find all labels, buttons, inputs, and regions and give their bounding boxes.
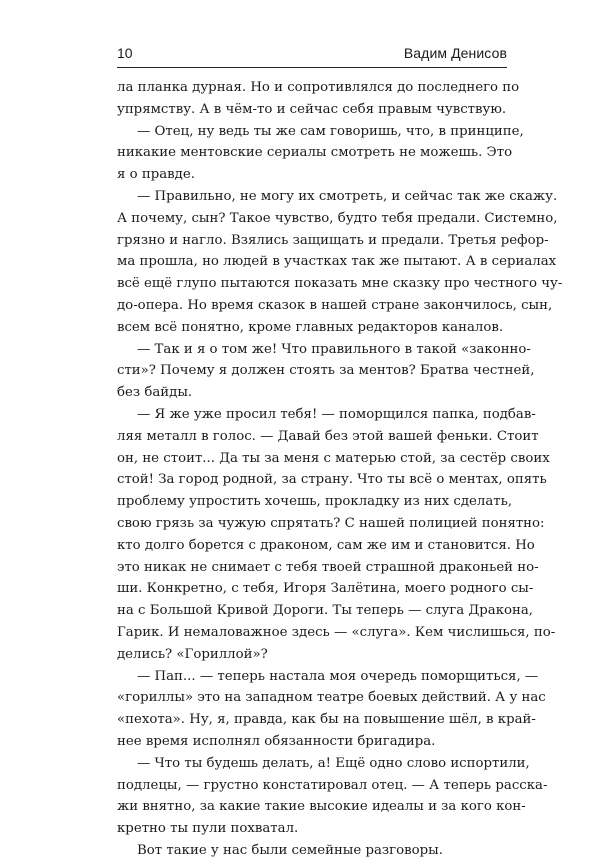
text-line: — Отец, ну ведь ты же сам говоришь, что, в принципе, <box>137 123 524 139</box>
text-line: ляя металл в голос. — Давай без этой вашей феньки. Стоит <box>117 428 539 444</box>
text-line: ла планка дурная. Но и сопротивлялся до последнего по <box>117 80 520 95</box>
text-line: Вот такие у нас были семейные разговоры. <box>137 842 443 858</box>
body-text <box>117 77 563 862</box>
text-line: Гарик. И немаловажное здесь — «слуга». Кем числишься, по- <box>117 624 556 640</box>
text-line: всем всё понятно, кроме главных редакторов каналов. <box>117 319 504 335</box>
text-line: — Что ты будешь делать, а! Ещё одно слово испортили, <box>137 755 530 771</box>
text-line: — Так и я о том же! Что правильного в такой «законно- <box>137 341 531 357</box>
text-line: кто долго борется с драконом, сам же им и становится. Но <box>117 537 535 553</box>
text-line: свою грязь за чужую спрятать? С нашей полицией понятно: <box>117 515 545 531</box>
text-line: это никак не снимает с тебя твоей страшной драконьей но- <box>117 559 539 575</box>
text-line: без байды. <box>117 385 193 401</box>
page-number: 10 <box>117 45 133 61</box>
text-line: «пехота». Ну, я, правда, как бы на повышение шёл, в край- <box>117 712 536 728</box>
text-line: всё ещё глупо пытаются показать мне сказку про честного чу- <box>117 276 563 292</box>
text-line: проблему упростить хочешь, прокладку из них сделать, <box>117 494 513 510</box>
text-line: до-опера. Но время сказок в нашей стране закончилось, сын, <box>117 297 553 313</box>
text-line: — Я же уже просил тебя! — поморщился папка, подбав- <box>137 406 536 422</box>
text-line: я о правде. <box>117 167 195 183</box>
text-line: на с Большой Кривой Дороги. Ты теперь — слуга Дракона, <box>117 603 534 619</box>
text-line: ши. Конкретно, с тебя, Игоря Залётина, моего родного сы- <box>117 581 534 597</box>
running-header <box>117 41 507 65</box>
text-line: А почему, сын? Такое чувство, будто тебя предали. Системно, <box>117 210 558 226</box>
text-line: жи внятно, за какие такие высокие идеалы и за кого кон- <box>117 799 526 815</box>
text-line: кретно ты пули похватал. <box>117 821 299 837</box>
text-line: делись? «Гориллой»? <box>117 646 268 662</box>
text-line: упрямству. А в чём-то и сейчас себя правым чувствую. <box>117 101 507 117</box>
text-line: ма прошла, но людей в участках так же пытают. А в сериалах <box>117 254 557 270</box>
text-line: грязно и нагло. Взялись защищать и предали. Третья рефор- <box>117 232 549 248</box>
text-line: — Пап... — теперь настала моя очередь поморщиться, — <box>137 668 539 684</box>
text-line: нее время исполнял обязанности бригадира. <box>117 733 436 749</box>
text-line: стой! За город родной, за страну. Что ты всё о ментах, опять <box>117 472 547 488</box>
author-name: Вадим Денисов <box>403 45 507 61</box>
text-line: «гориллы» это на западном театре боевых действий. А у нас <box>117 690 546 706</box>
text-line: подлецы, — грустно констатировал отец. — А теперь расска- <box>117 777 548 793</box>
text-line: никакие ментовские сериалы смотреть не можешь. Это <box>117 145 513 161</box>
header-rule <box>117 67 507 68</box>
text-line: — Правильно, не могу их смотреть, и сейчас так же скажу. <box>137 188 558 204</box>
text-line: сти»? Почему я должен стоять за ментов? Братва честней, <box>117 363 535 379</box>
text-line: он, не стоит... Да ты за меня с матерью стой, за сестёр своих <box>117 450 550 466</box>
